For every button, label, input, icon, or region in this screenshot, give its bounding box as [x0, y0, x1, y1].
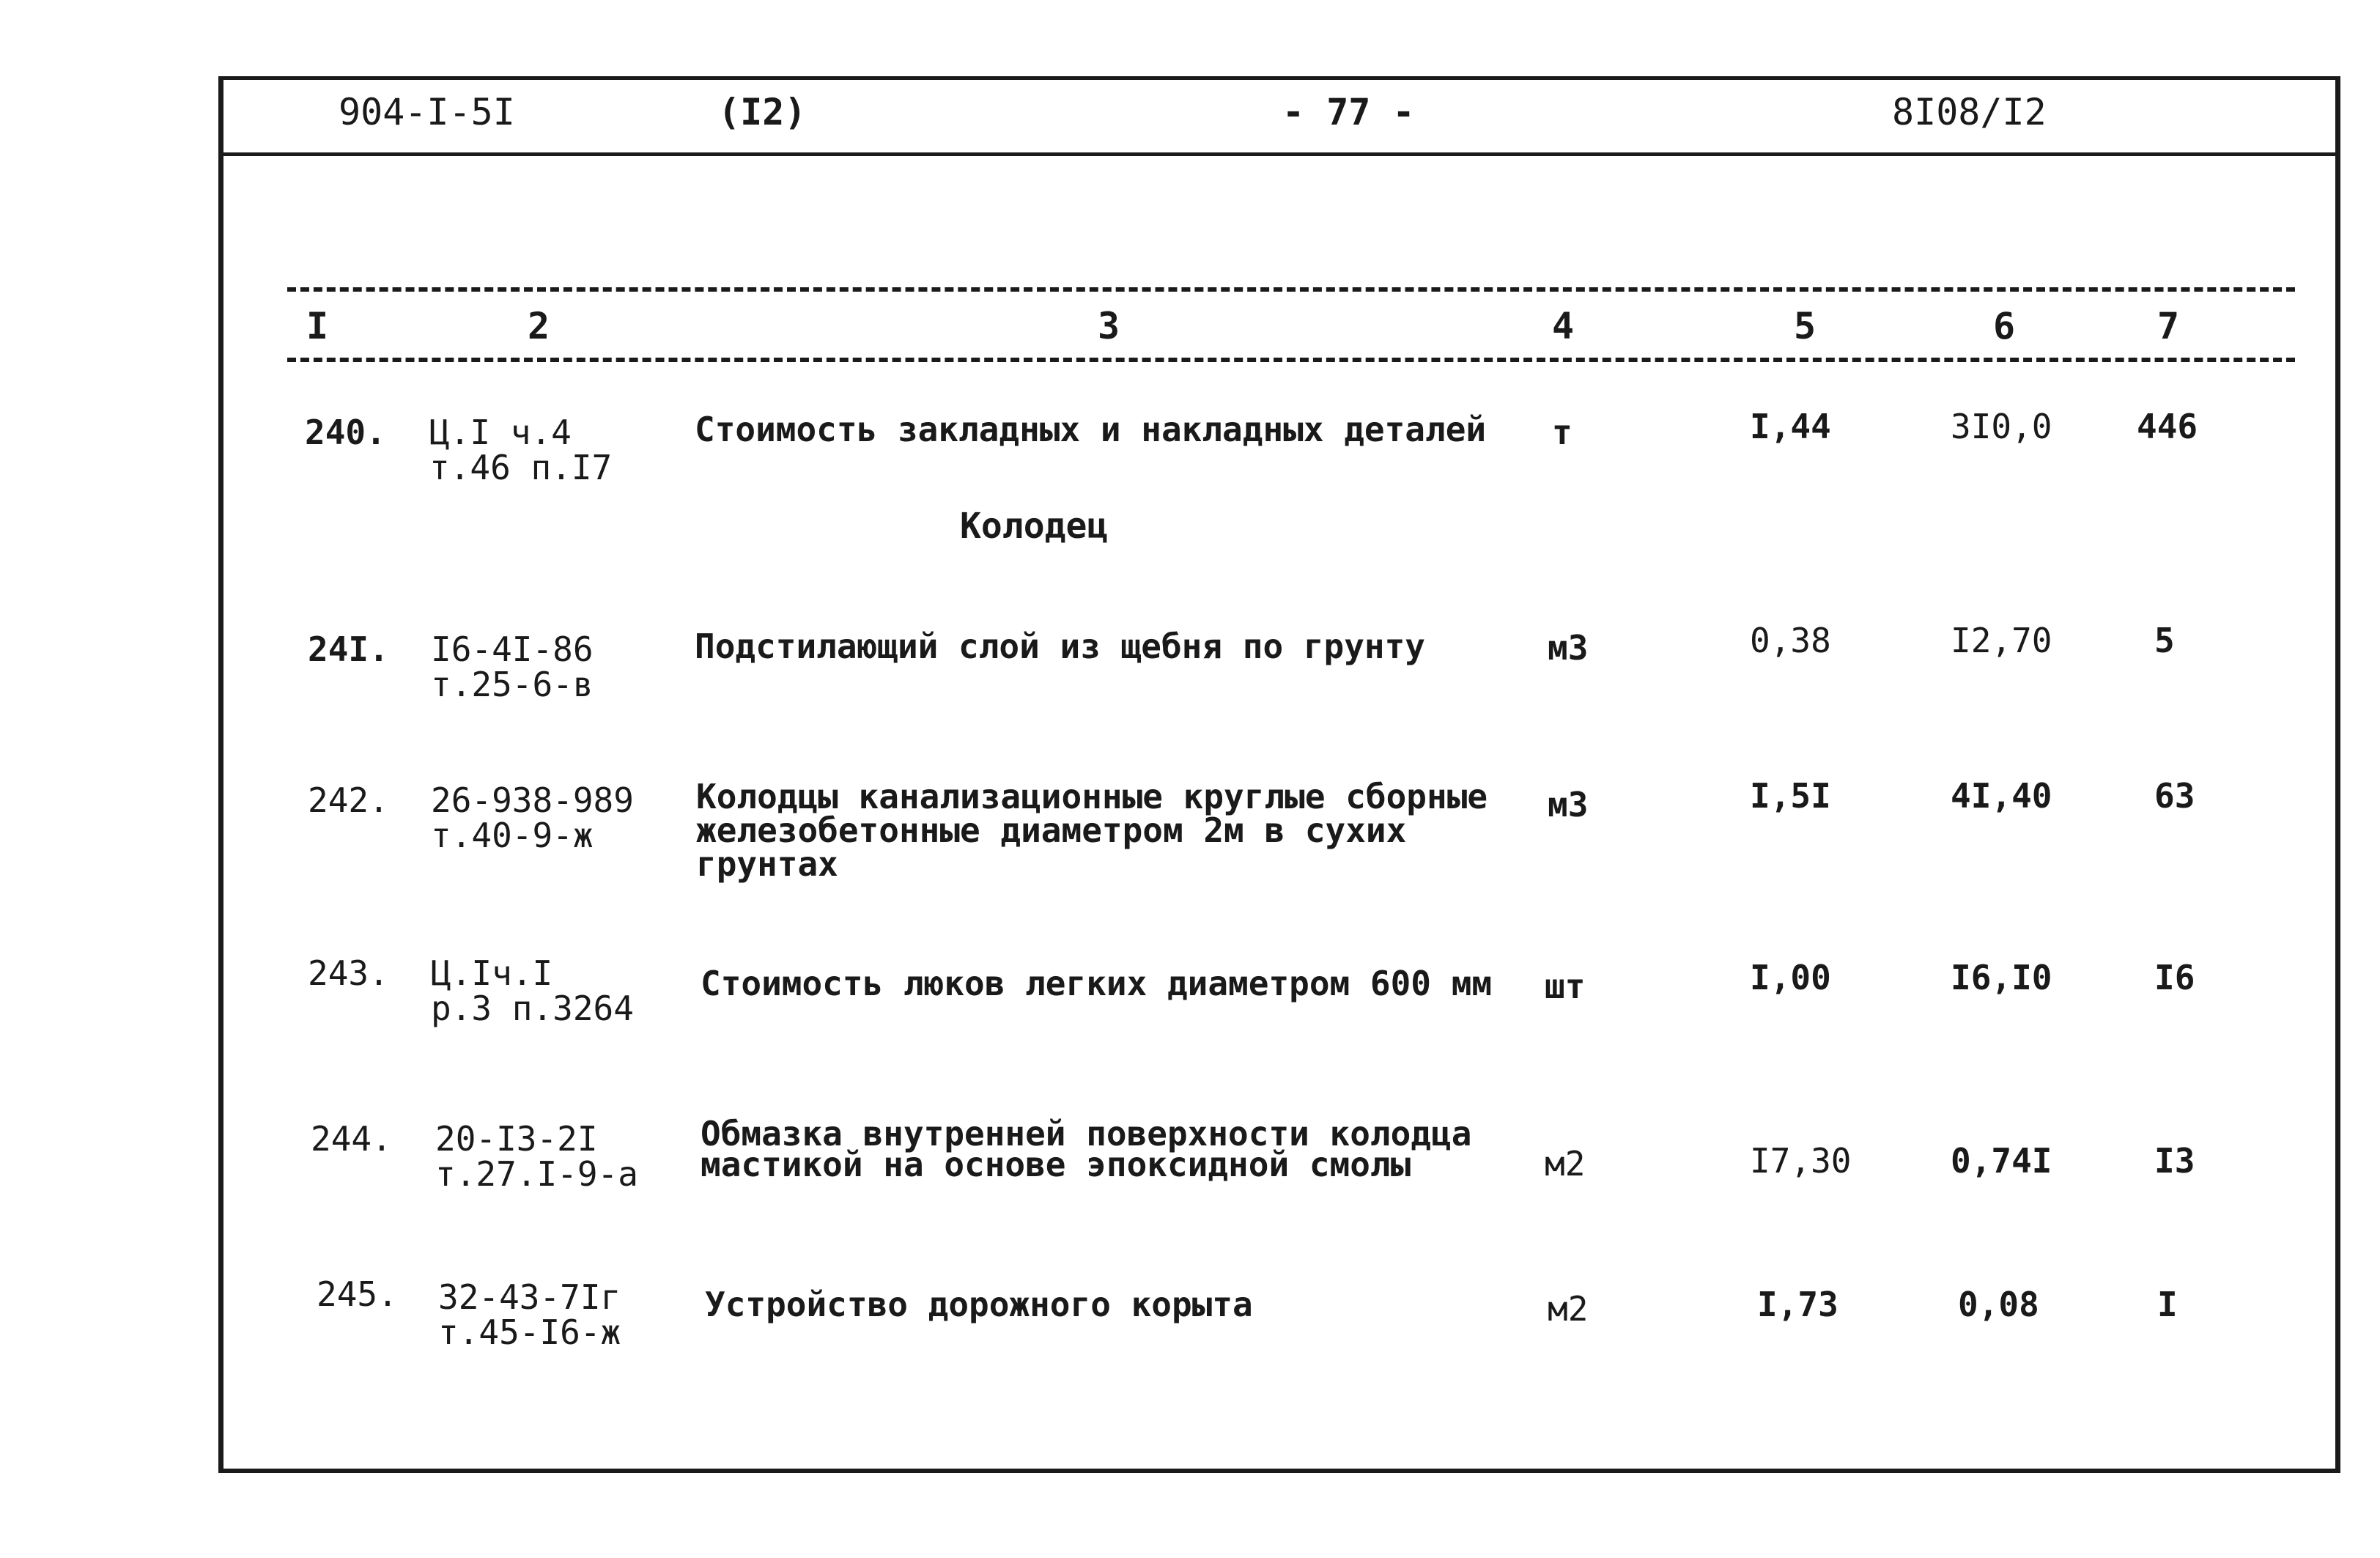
row-norm-code: 26-938-989 т.40-9-ж — [431, 780, 634, 855]
dashed-rule-bottom — [287, 358, 2295, 362]
row-number: 24I. — [308, 630, 389, 669]
row-description: Стоимость закладных и накладных деталей — [695, 410, 1487, 449]
row-description: Обмазка внутренней поверхности колодца мастикой на основе эпоксидной смолы — [701, 1114, 1472, 1184]
page-frame — [218, 76, 2340, 1473]
column-number-7: 7 — [2157, 305, 2180, 347]
row-norm-code: Ц.I ч.4 т.46 п.I7 — [429, 413, 613, 487]
row-unit: м3 — [1548, 628, 1589, 668]
row-total: 446 — [2137, 407, 2198, 446]
row-number: 242. — [308, 780, 389, 820]
dashed-rule-top — [287, 287, 2295, 292]
column-number-6: 6 — [1993, 305, 2016, 347]
page-number: - 77 - — [1282, 91, 1415, 133]
row-number: 240. — [305, 413, 386, 452]
row-description: Колодцы канализационные круглые сборные железобетонные диаметром 2м в сухих грунтах — [696, 777, 1488, 884]
doc-code: 904-I-5I — [339, 91, 515, 133]
row-unit-price: 0,08 — [1958, 1285, 2039, 1324]
row-total: I3 — [2154, 1141, 2195, 1181]
row-description: Подстилающий слой из щебня по грунту — [695, 627, 1425, 666]
row-norm-code: I6-4I-86 т.25-6-в — [431, 630, 594, 704]
row-total: 5 — [2154, 621, 2175, 660]
row-unit-price: 0,74I — [1951, 1141, 2052, 1181]
row-number: 244. — [311, 1119, 392, 1159]
row-quantity: 0,38 — [1750, 621, 1831, 660]
row-unit-price: 3I0,0 — [1951, 407, 2052, 446]
column-number-2: 2 — [528, 305, 550, 347]
section-title: Колодец — [960, 506, 1109, 547]
row-total: 63 — [2154, 776, 2195, 816]
row-unit-price: I6,I0 — [1951, 958, 2052, 997]
column-number-3: 3 — [1098, 305, 1120, 347]
row-unit: т — [1552, 413, 1572, 452]
row-quantity: I,00 — [1750, 958, 1831, 997]
row-number: 245. — [317, 1274, 398, 1314]
row-unit-price: 4I,40 — [1951, 776, 2052, 816]
row-description: Стоимость люков легких диаметром 600 мм — [701, 964, 1493, 1003]
header-rule — [218, 152, 2340, 156]
album-code: 8I08/I2 — [1892, 91, 2047, 133]
row-number: 243. — [308, 953, 389, 993]
column-number-1: I — [306, 305, 329, 347]
row-unit: м2 — [1545, 1144, 1586, 1184]
row-norm-code: Ц.Iч.I р.3 п.3264 — [431, 953, 634, 1028]
row-total: I — [2157, 1285, 2178, 1324]
sheet-ref: (I2) — [718, 91, 807, 133]
row-norm-code: 20-I3-2I т.27.I-9-а — [435, 1119, 638, 1194]
row-description: Устройство дорожного корыта — [705, 1285, 1253, 1324]
row-quantity: I,44 — [1750, 407, 1831, 446]
row-unit: м3 — [1548, 785, 1589, 824]
row-unit: м2 — [1548, 1289, 1589, 1329]
row-quantity: I,73 — [1757, 1285, 1838, 1324]
column-number-5: 5 — [1794, 305, 1817, 347]
row-total: I6 — [2154, 958, 2195, 997]
row-unit-price: I2,70 — [1951, 621, 2052, 660]
column-number-4: 4 — [1552, 305, 1575, 347]
row-quantity: I7,30 — [1750, 1141, 1852, 1181]
row-unit: шт — [1545, 967, 1586, 1006]
row-norm-code: 32-43-7Iг т.45-I6-ж — [438, 1277, 621, 1352]
row-quantity: I,5I — [1750, 776, 1831, 816]
